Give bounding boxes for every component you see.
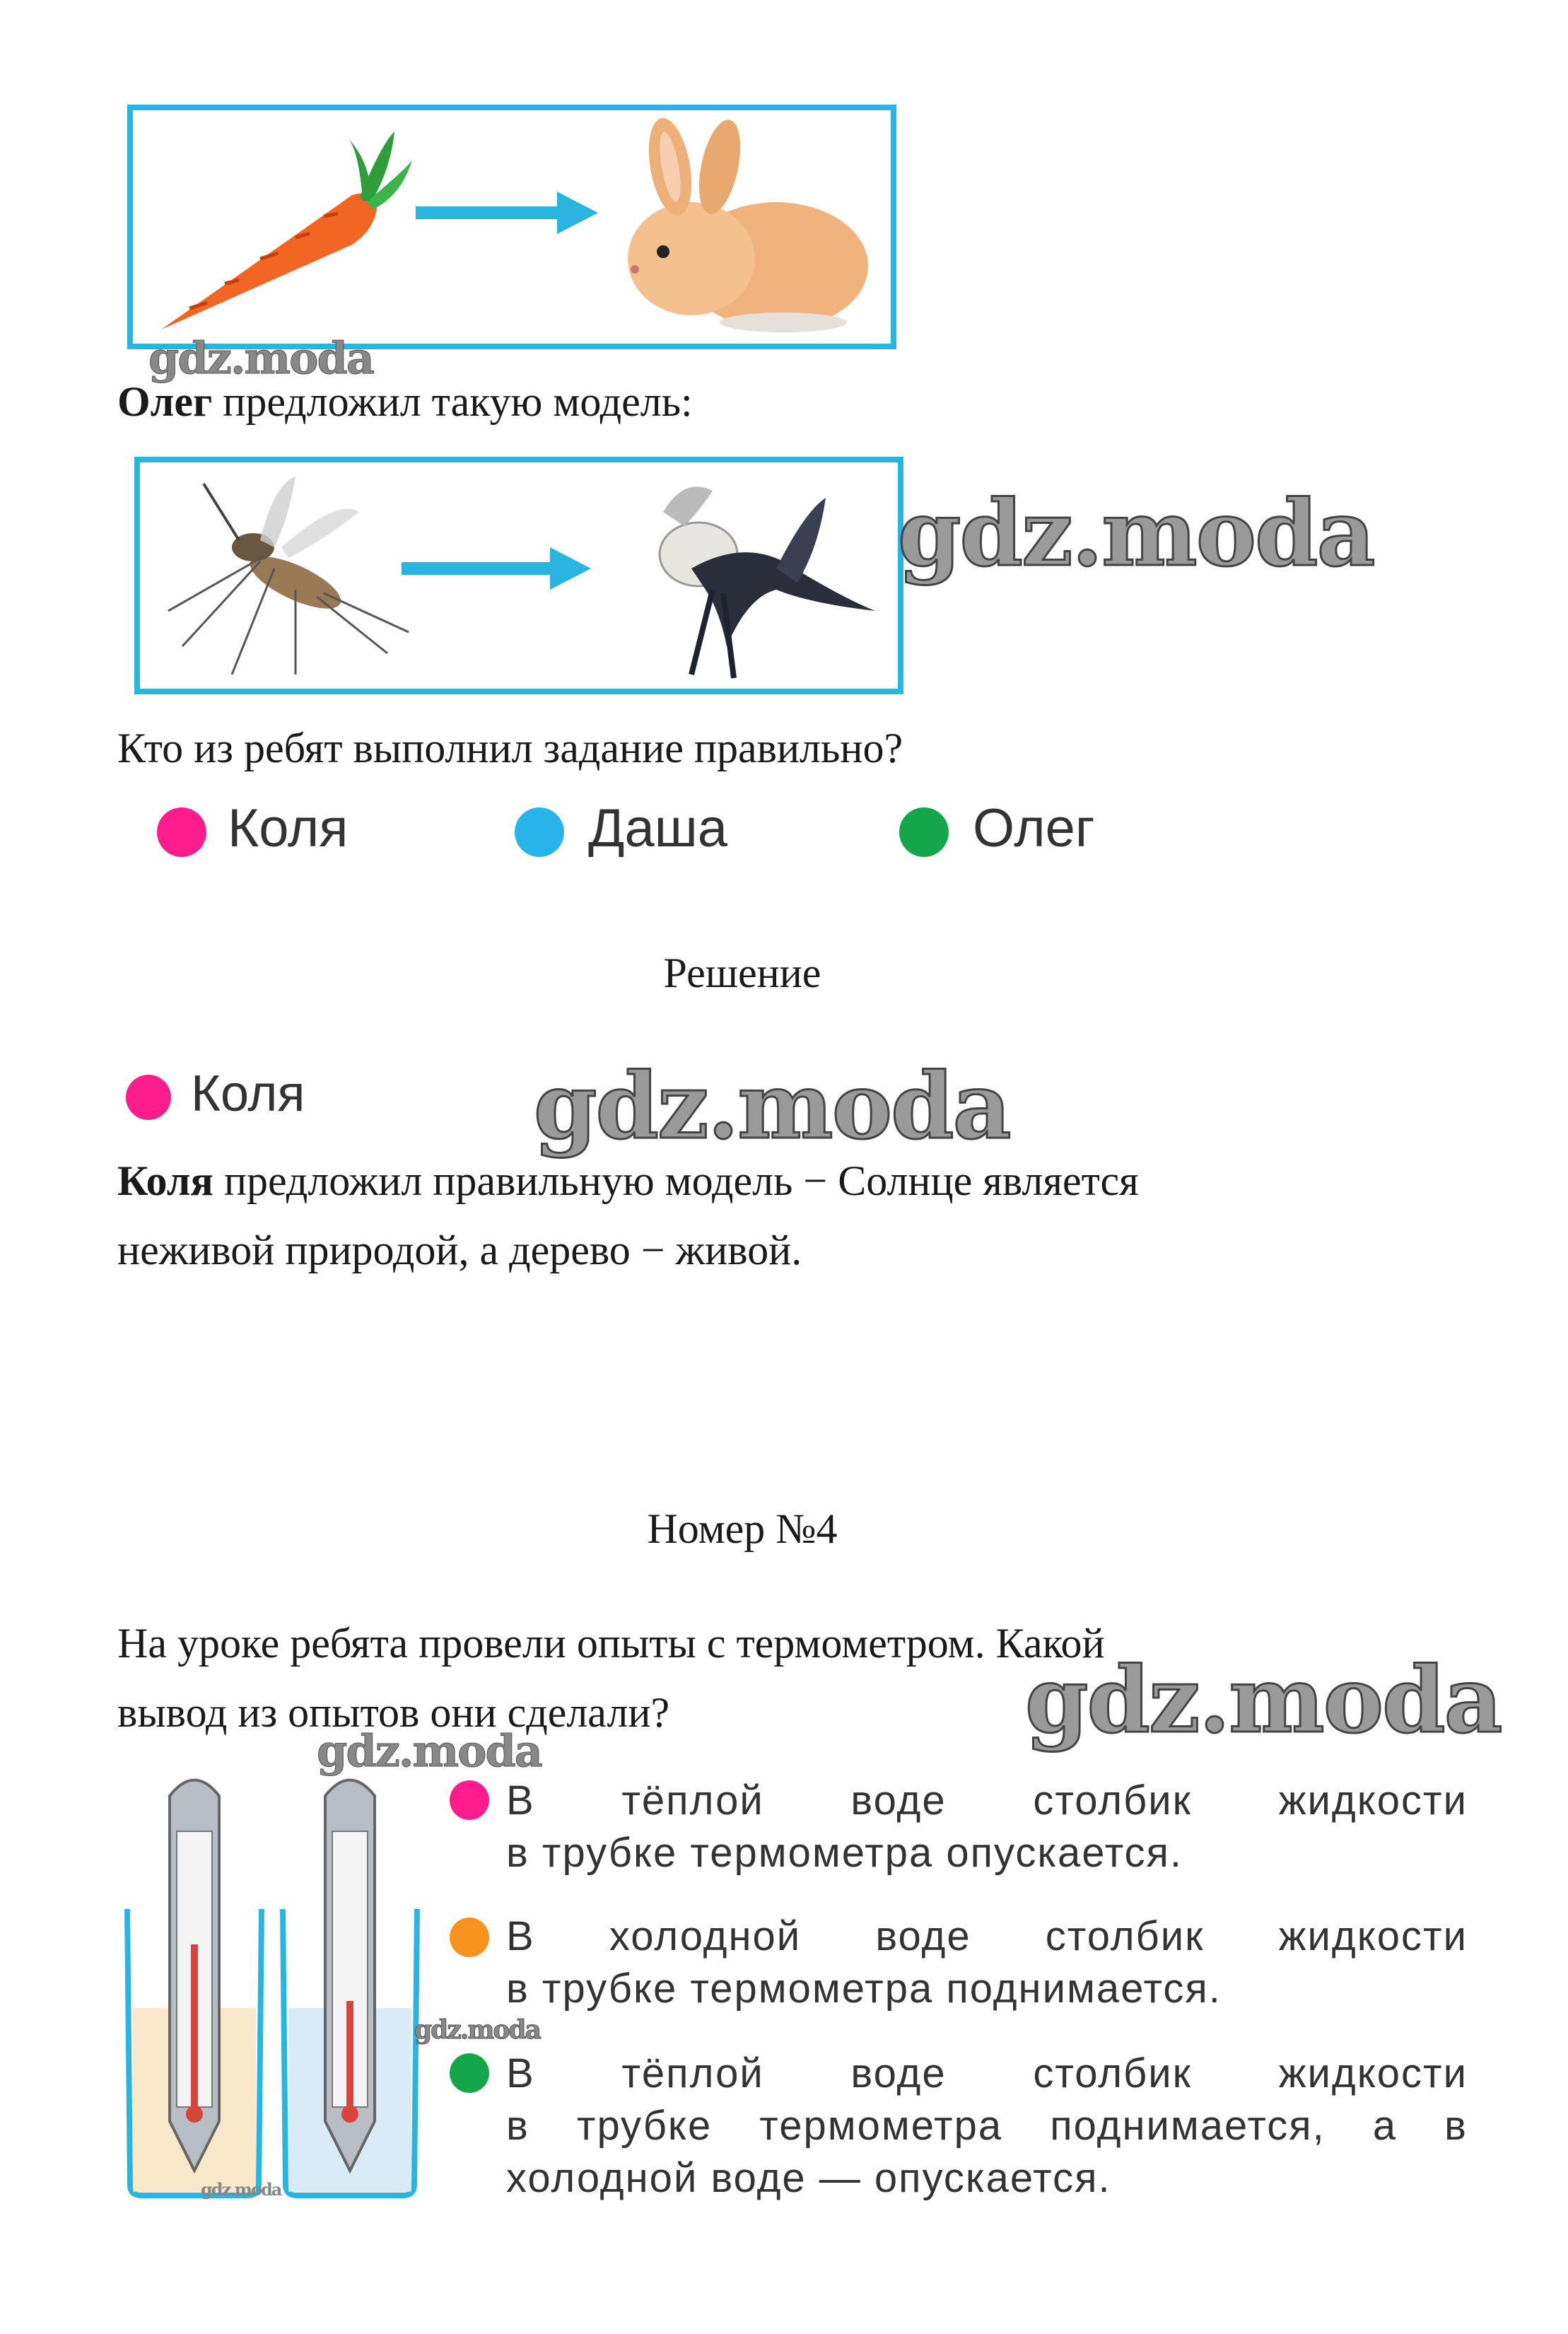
solution-explanation-line-1 [117, 1147, 1139, 1215]
solution-title: Решение [663, 950, 821, 996]
option-dot-kolya [157, 807, 206, 857]
task4-answer-dot-pink [450, 1780, 489, 1820]
task4-title: Номер №4 [647, 1505, 838, 1552]
model-frame-carrot-rabbit [127, 105, 896, 349]
option-label-dasha: Даша [588, 798, 727, 858]
carrot-illustration [147, 117, 416, 337]
option-label-kolya: Коля [228, 798, 349, 858]
watermark: gdz.moda [201, 2179, 281, 2200]
watermark: gdz.moda [414, 2015, 540, 2045]
mosquito-illustration [154, 469, 416, 682]
thermometers-illustration [120, 1768, 445, 2199]
solution-answer-dot [126, 1075, 171, 1120]
watermark: gdz.moda [317, 1725, 542, 1777]
watermark: gdz.moda [1025, 1647, 1502, 1754]
task4-answer-2-line-1: В холодной воде столбик жидкости [506, 1913, 1468, 1959]
task4-answer-1-line-1: В тёплой воде столбик жидкости [506, 1778, 1468, 1824]
solution-explanation-text: предложил правильную модель − Солнце является [213, 1157, 1139, 1204]
task4-answer-2-line-2: в трубке термометра поднимается. [506, 1966, 1222, 2012]
oleg-model-text: предложил такую модель: [212, 378, 693, 425]
arrow-icon [416, 188, 599, 238]
task4-question-line-2: вывод из опытов они сделали? [117, 1689, 670, 1736]
watermark: gdz.moda [898, 481, 1374, 587]
task4-answer-dot-green [450, 2053, 489, 2093]
rabbit-illustration [621, 117, 875, 337]
solution-explanation-line-2: неживой природой, а дерево − живой. [117, 1227, 802, 1273]
task4-answer-3-line-1: В тёплой воде столбик жидкости [506, 2050, 1468, 2096]
name-oleg: Олег [117, 378, 213, 425]
option-dot-dasha [515, 807, 564, 857]
model-frame-mosquito-swallow [134, 457, 903, 694]
option-dot-oleg [899, 807, 949, 857]
task4-question-line-1: На уроке ребята провели опыты с термометром. Какой [117, 1620, 1105, 1667]
task4-answer-dot-orange [450, 1918, 489, 1957]
solution-answer-label: Коля [191, 1066, 305, 1122]
swallow-illustration [599, 469, 882, 682]
option-label-oleg: Олег [973, 798, 1095, 858]
question-text: Кто из ребят выполнил задание правильно? [117, 725, 903, 771]
task4-answer-1-line-2: в трубке термометра опускается. [506, 1830, 1183, 1876]
task4-answer-3-line-3: холодной воде — опускается. [506, 2155, 1111, 2201]
oleg-model-line [117, 368, 693, 436]
watermark: gdz.moda [148, 332, 373, 384]
task4-answer-3-line-2: в трубке термометра поднимается, а в [506, 2103, 1468, 2149]
watermark: gdz.moda [534, 1054, 1010, 1160]
arrow-icon [402, 544, 592, 593]
name-kolya: Коля [117, 1157, 213, 1204]
